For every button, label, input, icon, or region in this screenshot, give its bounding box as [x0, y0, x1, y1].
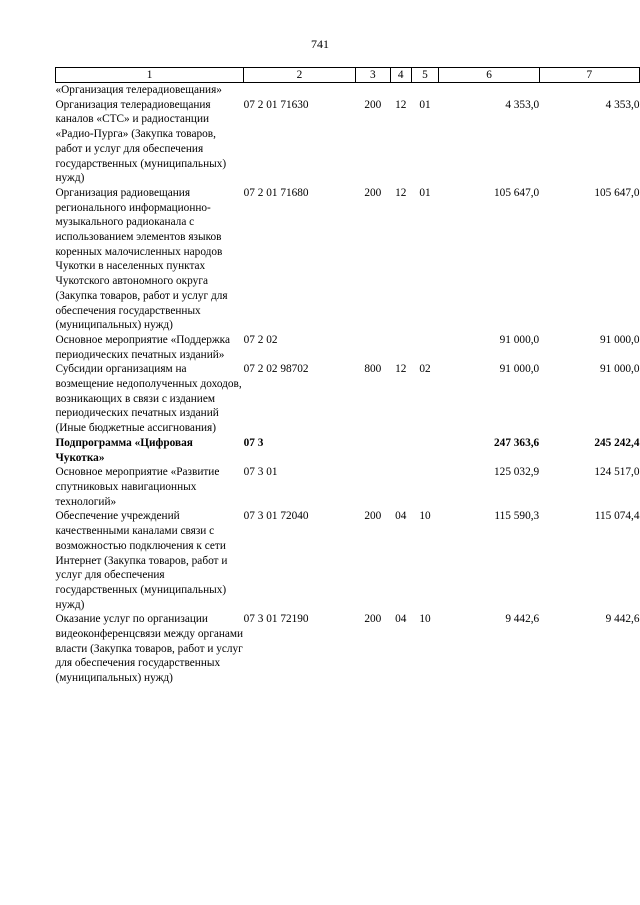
row-subsection-cell: 02 — [419, 363, 431, 376]
row-section-cell: 04 — [395, 613, 407, 626]
row-amount-year1-cell: 247 363,6 — [494, 436, 540, 449]
table-row — [56, 186, 640, 333]
column-header: 7 — [539, 68, 639, 83]
row-name-cell: Основное мероприятие «Поддержка периодических печатных изданий» — [55, 333, 231, 361]
row-name-cell: Организация телерадиовещания каналов «СТС» и радиостанции «Радио-Пурга» (Закупка товаров, работ и услуг для обеспечения государственных (муниципальных) нужд) — [55, 98, 227, 185]
row-expense-type-cell — [355, 333, 390, 362]
table-row — [56, 436, 640, 465]
row-section-cell: 12 — [395, 363, 407, 376]
table-body — [56, 83, 640, 686]
row-subsection-cell: 01 — [419, 186, 431, 199]
row-amount-year2-cell: 124 517,0 — [594, 466, 640, 479]
row-code-cell: 07 3 — [243, 436, 264, 449]
row-code-cell: 07 2 01 71680 — [243, 186, 309, 199]
table-header-row — [56, 68, 640, 83]
row-amount-year1-cell: 115 590,3 — [494, 510, 540, 523]
row-section-cell — [390, 465, 411, 509]
row-section-cell — [390, 83, 411, 98]
row-section-cell — [390, 436, 411, 465]
column-header: 2 — [244, 68, 356, 83]
row-subsection-cell — [411, 333, 439, 362]
row-amount-year2-cell: 91 000,0 — [599, 363, 640, 376]
row-amount-year1-cell: 105 647,0 — [494, 186, 540, 199]
row-name-cell: «Организация телерадиовещания» — [55, 84, 222, 96]
row-code-cell: 07 2 01 71630 — [243, 98, 309, 111]
row-amount-year2-cell: 9 442,6 — [605, 613, 640, 626]
row-name-cell: Оказание услуг по организации видеоконференцсвязи между органами власти (Закупка товаров, работ и услуг для обеспечения государственных (муниципальных) нужд) — [55, 613, 244, 685]
row-amount-year1-cell: 125 032,9 — [494, 466, 540, 479]
row-name-cell: Субсидии организациям на возмещение недополученных доходов, возникающих в связи с изданием периодических печатных изданий (Иные бюджетные ассигнования) — [55, 363, 242, 435]
row-code-cell: 07 2 02 98702 — [243, 363, 309, 376]
page-number: 741 — [311, 37, 329, 51]
row-section-cell — [390, 333, 411, 362]
row-expense-type-cell — [355, 436, 390, 465]
row-name-cell: Основное мероприятие «Развитие спутниковых навигационных технологий» — [55, 466, 220, 508]
row-amount-year1-cell: 91 000,0 — [499, 363, 540, 376]
row-name-cell: Организация радиовещания регионального информационно-музыкального радиоканала с использованием элементов языков коренных малочисленных народов Чукотки в населенных пунктах Чукотского автономного округа (Закупка товаров, работ и услуг для обеспечения государственных (муниципальных) нужд) — [55, 186, 228, 332]
row-subsection-cell — [411, 465, 439, 509]
row-code-cell: 07 3 01 72190 — [243, 613, 309, 626]
table-row — [56, 98, 640, 186]
row-amount-year1-cell — [439, 83, 539, 98]
row-amount-year2-cell: 91 000,0 — [599, 333, 640, 346]
row-amount-year1-cell: 9 442,6 — [505, 613, 540, 626]
row-amount-year2-cell: 4 353,0 — [605, 98, 640, 111]
row-amount-year2-cell: 115 074,4 — [594, 510, 640, 523]
row-subsection-cell: 01 — [419, 98, 431, 111]
row-expense-type-cell: 800 — [364, 363, 382, 376]
row-amount-year1-cell: 91 000,0 — [499, 333, 540, 346]
row-section-cell: 12 — [395, 186, 407, 199]
column-header: 1 — [56, 68, 244, 83]
row-subsection-cell: 10 — [419, 510, 431, 523]
row-expense-type-cell — [355, 465, 390, 509]
column-header: 5 — [411, 68, 439, 83]
budget-table — [55, 67, 640, 686]
row-code-cell: 07 2 02 — [243, 333, 278, 346]
row-amount-year2-cell: 105 647,0 — [594, 186, 640, 199]
column-header: 4 — [390, 68, 411, 83]
table-row — [56, 83, 640, 98]
row-subsection-cell: 10 — [419, 613, 431, 626]
row-amount-year2-cell — [539, 83, 639, 98]
table-row — [56, 612, 640, 686]
row-section-cell: 12 — [395, 98, 407, 111]
row-expense-type-cell: 200 — [364, 186, 382, 199]
table-row — [56, 465, 640, 509]
row-code-cell: 07 3 01 72040 — [243, 510, 309, 523]
table-row — [56, 333, 640, 362]
row-code-cell: 07 3 01 — [243, 466, 278, 479]
row-expense-type-cell: 200 — [364, 98, 382, 111]
row-subsection-cell — [411, 83, 439, 98]
column-header: 3 — [355, 68, 390, 83]
row-expense-type-cell: 200 — [364, 510, 382, 523]
row-section-cell: 04 — [395, 510, 407, 523]
row-amount-year1-cell: 4 353,0 — [505, 98, 540, 111]
row-name-cell: Подпрограмма «Цифровая Чукотка» — [55, 436, 193, 464]
table-row — [56, 509, 640, 612]
row-subsection-cell — [411, 436, 439, 465]
column-header: 6 — [439, 68, 539, 83]
row-expense-type-cell — [355, 83, 390, 98]
row-amount-year2-cell: 245 242,4 — [594, 436, 640, 449]
row-code-cell — [244, 83, 356, 98]
row-expense-type-cell: 200 — [364, 613, 382, 626]
row-name-cell: Обеспечение учреждений качественными каналами связи с возможностью подключения к сети Интернет (Закупка товаров, работ и услуг для обеспечения государственных (муниципальных) нужд) — [55, 510, 228, 611]
table-row — [56, 362, 640, 436]
